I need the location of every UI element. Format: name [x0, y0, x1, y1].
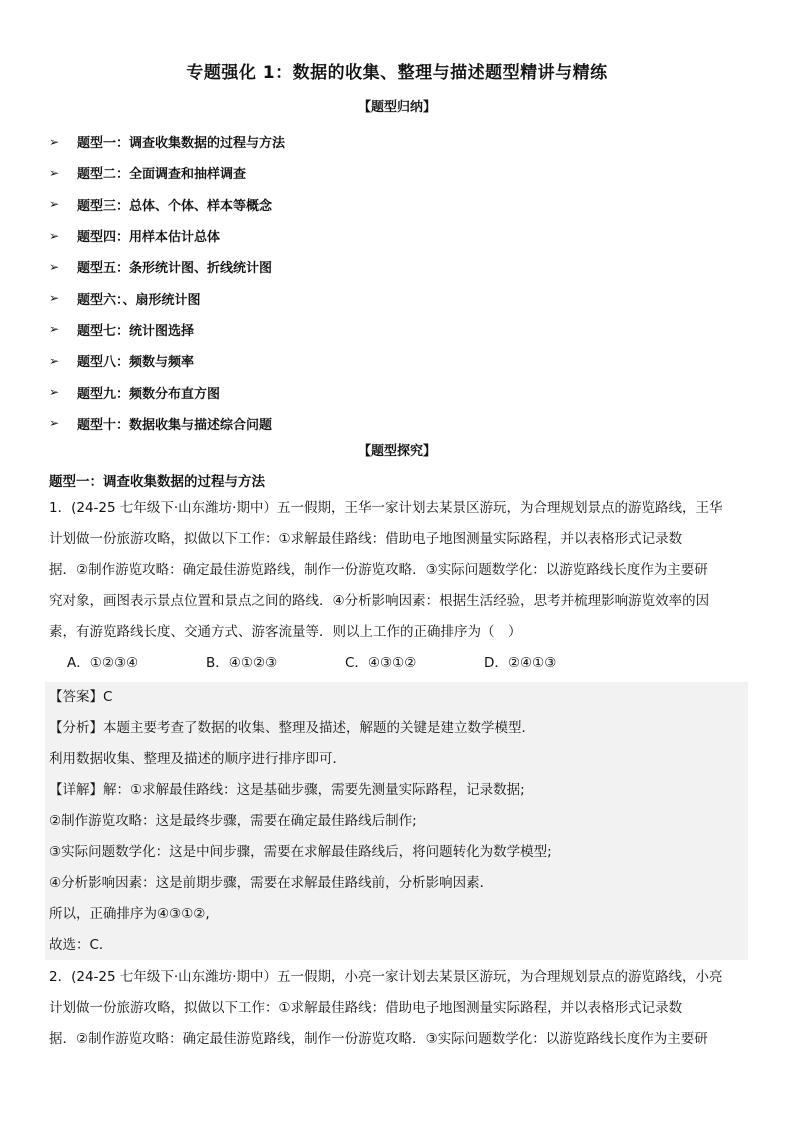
answer-line: 【答案】C: [49, 689, 113, 705]
question-line: 素，有游览路线长度、交通方式、游客流量等．则以上工作的正确排序为（ ）: [49, 624, 522, 640]
toc-item: ➢ 题型一：调查收集数据的过程与方法: [49, 134, 286, 152]
question-2: [49, 962, 745, 1055]
toc-list: [49, 126, 749, 439]
bullet-icon: ➢: [49, 259, 60, 274]
bullet-icon: ➢: [49, 385, 60, 400]
toc-item: ➢ 题型十：数据收集与描述综合问题: [49, 416, 273, 433]
bullet-icon: ➢: [49, 228, 60, 243]
bullet-icon: ➢: [49, 134, 60, 149]
toc-item: ➢ 题型八：频数与频率: [49, 353, 195, 371]
question-line: 计划做一份旅游攻略，拟做以下工作：①求解最佳路线：借助电子地图测量实际路程，并以表格形式记录数: [49, 531, 683, 547]
answer-line: 故选：C．: [49, 937, 113, 953]
answer-line: 【分析】本题主要考查了数据的收集、整理及描述，解题的关键是建立数学模型．: [49, 720, 535, 736]
question-1: [49, 493, 745, 679]
question-line: 究对象，画图表示景点位置和景点之间的路线．④分析影响因素：根据生活经验，思考并梳理影响游览效率的因: [49, 593, 710, 609]
option-a: A．①②③④: [67, 655, 139, 671]
answer-line: 所以，正确排序为④③①②,: [49, 906, 210, 922]
question-line: 据．②制作游览攻略：确定最佳游览路线，制作一份游览攻略．③实际问题数学化：以游览路线长度作为主要研: [49, 1031, 708, 1047]
option-b: B．④①②③: [206, 655, 278, 671]
answer-1: [49, 682, 745, 961]
bullet-icon: ➢: [49, 322, 60, 337]
question-line: 1．(24-25 七年级下·山东潍坊·期中）五一假期，王华一家计划去某景区游玩，为合理规划景点的游览路线，王华: [49, 500, 723, 516]
answer-line: 利用数据收集、整理及描述的顺序进行排序即可．: [49, 751, 346, 767]
bullet-icon: ➢: [49, 353, 60, 368]
answer-line: ②制作游览攻略：这是最终步骤，需要在确定最佳路线后制作;: [49, 813, 417, 829]
option-d: D．②④①③: [484, 655, 557, 671]
answer-options: [49, 648, 745, 679]
answer-line: ④分析影响因素：这是前期步骤，需要在求解最佳路线前，分析影响因素．: [49, 875, 494, 891]
answer-line: ③实际问题数学化：这是中间步骤，需要在求解最佳路线后，将问题转化为数学模型;: [49, 844, 552, 860]
bullet-icon: ➢: [49, 416, 60, 431]
answer-line: 【详解】解：①求解最佳路线：这是基础步骤，需要先测量实际路程，记录数据;: [49, 782, 525, 798]
question-line: 2．(24-25 七年级下·山东潍坊·期中）五一假期，小亮一家计划去某景区游玩，为合理规划景点的游览路线，小亮: [49, 969, 723, 985]
page-title: 专题强化 1：数据的收集、整理与描述题型精讲与精练: [186, 63, 608, 83]
type1-heading: 题型一：调查收集数据的过程与方法: [49, 474, 265, 490]
bullet-icon: ➢: [49, 165, 60, 180]
toc-item: ➢ 题型六：、扇形统计图: [49, 291, 201, 308]
toc-item: ➢ 题型四：用样本估计总体: [49, 228, 221, 246]
bullet-icon: ➢: [49, 291, 60, 306]
toc-item: ➢ 题型五：条形统计图、折线统计图: [49, 259, 273, 277]
toc-item: ➢ 题型九：频数分布直方图: [49, 385, 221, 402]
toc-item: ➢ 题型三：总体、个体、样本等概念: [49, 197, 273, 214]
section-summary-heading: 【题型归纳】: [357, 100, 436, 115]
toc-item: ➢ 题型二：全面调查和抽样调查: [49, 165, 247, 183]
question-line: 计划做一份旅游攻略，拟做以下工作：①求解最佳路线：借助电子地图测量实际路程，并以表格形式记录数: [49, 1000, 683, 1016]
toc-item: ➢ 题型七：统计图选择: [49, 322, 195, 339]
section-explore-heading: 【题型探究】: [357, 444, 436, 459]
bullet-icon: ➢: [49, 197, 60, 212]
question-line: 据．②制作游览攻略：确定最佳游览路线，制作一份游览攻略．③实际问题数学化：以游览路线长度作为主要研: [49, 562, 708, 578]
option-c: C．④③①②: [345, 655, 417, 671]
